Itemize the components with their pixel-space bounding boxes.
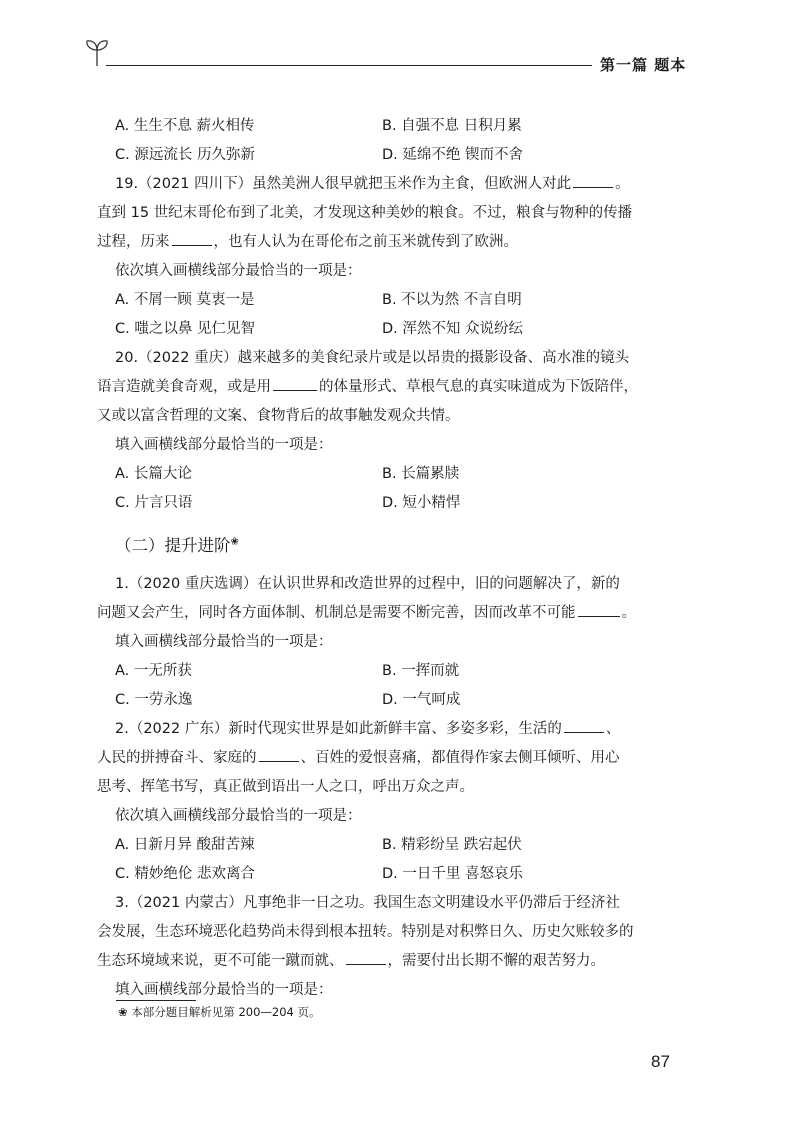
answer-blank xyxy=(259,747,299,762)
p2-option-a: A. 日新月异 酸甜苦辣 xyxy=(115,837,255,853)
q18-option-c: C. 源远流长 历久弥新 xyxy=(115,147,255,163)
p1-line-2 xyxy=(97,601,636,622)
p2-line-2 xyxy=(97,746,620,767)
p1-option-d: D. 一气呵成 xyxy=(382,692,461,708)
p2-text: 、 xyxy=(605,721,621,737)
q20-option-c: C. 片言只语 xyxy=(115,495,193,511)
q18-option-b: B. 自强不息 日积月累 xyxy=(382,118,522,134)
p2-line-1 xyxy=(115,717,620,738)
p3-text: 生态环境域来说，更不可能一蹴而就、 xyxy=(97,953,344,969)
q18-option-d: D. 延绵不绝 锲而不舍 xyxy=(382,147,523,163)
p2-text: 、百姓的爱恨喜痛，都值得作家去侧耳倾听、用心 xyxy=(300,750,620,766)
header-rule xyxy=(106,65,592,66)
answer-blank xyxy=(346,950,386,965)
p1-line-1: 1.（2020 重庆选调）在认识世界和改造世界的过程中，旧的问题解决了，新的 xyxy=(115,576,620,592)
answer-blank xyxy=(578,602,620,617)
q19-text: 19.（2021 四川下）虽然美洲人很早就把玉米作为主食，但欧洲人对此 xyxy=(115,176,572,192)
q19-text: ，也有人认为在哥伦布之前玉米就传到了欧洲。 xyxy=(213,234,518,250)
q19-line-1 xyxy=(115,172,630,193)
q19-line-2: 直到 15 世纪末哥伦布到了北美，才发现这种美妙的粮食。不过，粮食与物种的传播 xyxy=(97,205,633,221)
p3-line-2: 会发展，生态环境恶化趋势尚未得到根本扭转。特别是对积弊日久、历史欠账较多的 xyxy=(97,924,634,940)
q20-line-2 xyxy=(97,375,638,396)
q20-prompt: 填入画横线部分最恰当的一项是： xyxy=(115,437,333,453)
p2-option-c: C. 精妙绝伦 悲欢离合 xyxy=(115,866,255,882)
header-section-title: 第一篇 题本 xyxy=(600,56,687,74)
p3-line-1: 3.（2021 内蒙古）凡事绝非一日之功。我国生态文明建设水平仍滞后于经济社 xyxy=(115,895,620,911)
footnote xyxy=(118,1004,321,1020)
p3-line-3 xyxy=(97,949,605,970)
p2-prompt: 依次填入画横线部分最恰当的一项是： xyxy=(115,808,362,824)
q20-option-b: B. 长篇累牍 xyxy=(382,466,460,482)
q20-option-d: D. 短小精悍 xyxy=(382,495,461,511)
q19-text: 。 xyxy=(615,176,630,192)
p3-text: ，需要付出长期不懈的艰苦努力。 xyxy=(387,953,605,969)
answer-blank xyxy=(273,376,317,391)
flower-icon: ❀ xyxy=(230,536,239,548)
flower-icon: ❀ xyxy=(118,1005,128,1019)
answer-blank xyxy=(573,173,613,188)
section-title-text: （二）提升进阶 xyxy=(115,536,231,555)
q20-line-1: 20.（2022 重庆）越来越多的美食纪录片或是以昂贵的摄影设备、高水准的镜头 xyxy=(115,350,630,366)
q20-line-3: 又或以富含哲理的文案、食物背后的故事触发观众共情。 xyxy=(97,408,460,424)
q19-option-b: B. 不以为然 不言自明 xyxy=(382,292,522,308)
p1-text: 。 xyxy=(621,605,636,621)
p2-text: 人民的拼搏奋斗、家庭的 xyxy=(97,750,257,766)
q19-text: 过程，历来 xyxy=(97,234,170,250)
p3-prompt: 填入画横线部分最恰当的一项是： xyxy=(115,982,333,998)
p1-option-c: C. 一劳永逸 xyxy=(115,692,193,708)
q19-option-a: A. 不屑一顾 莫衷一是 xyxy=(115,292,255,308)
p1-option-a: A. 一无所获 xyxy=(115,663,192,679)
p2-text: 2.（2022 广东）新时代现实世界是如此新鲜丰富、多姿多彩，生活的 xyxy=(115,721,562,737)
p2-line-3: 思考、挥笔书写，真正做到语出一人之口，呼出万众之声。 xyxy=(97,779,474,795)
q19-option-d: D. 浑然不知 众说纷纭 xyxy=(382,321,523,337)
q19-option-c: C. 嗤之以鼻 见仁见智 xyxy=(115,321,255,337)
p1-prompt: 填入画横线部分最恰当的一项是： xyxy=(115,634,333,650)
q20-text: 语言造就美食奇观，或是用 xyxy=(97,379,271,395)
p2-option-d: D. 一日千里 喜怒哀乐 xyxy=(382,866,523,882)
q19-line-3 xyxy=(97,230,518,251)
q20-text: 的体量形式、草根气息的真实味道成为下饭陪伴， xyxy=(319,379,638,395)
footnote-rule xyxy=(116,1000,196,1001)
sprout-icon xyxy=(84,38,110,68)
page-number: 87 xyxy=(651,1052,670,1071)
q18-option-a: A. 生生不息 薪火相传 xyxy=(115,118,255,134)
section-title xyxy=(115,532,239,556)
footnote-text: 本部分题目解析见第 200—204 页。 xyxy=(131,1005,321,1019)
p1-option-b: B. 一挥而就 xyxy=(382,663,460,679)
answer-blank xyxy=(172,231,212,246)
answer-blank xyxy=(564,718,604,733)
page-header xyxy=(0,0,800,80)
p2-option-b: B. 精彩纷呈 跌宕起伏 xyxy=(382,837,522,853)
q19-prompt: 依次填入画横线部分最恰当的一项是： xyxy=(115,263,362,279)
p1-text: 问题又会产生，同时各方面体制、机制总是需要不断完善，因而改革不可能 xyxy=(97,605,576,621)
q20-option-a: A. 长篇大论 xyxy=(115,466,192,482)
